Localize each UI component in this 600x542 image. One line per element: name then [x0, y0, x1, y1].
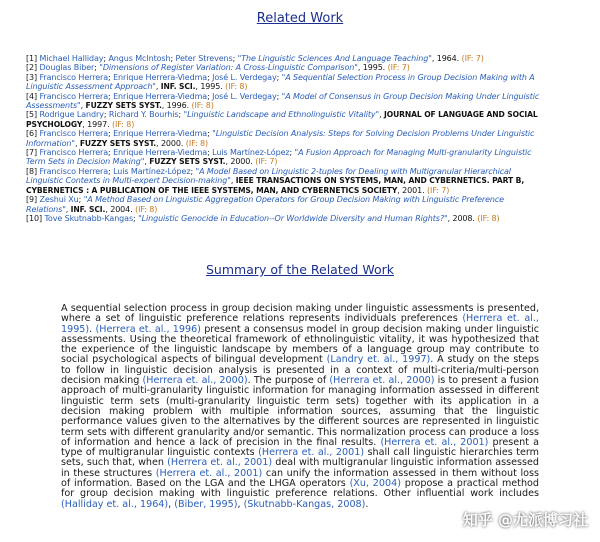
author-link[interactable]: Enrique Herrera-Viedma [113, 91, 208, 101]
citation-link[interactable]: (Biber, 1995) [174, 498, 238, 510]
impact-factor: (IF: 7) [427, 185, 450, 195]
impact-factor: (IF: 7) [387, 63, 410, 73]
author-link[interactable]: José L. Verdegay [212, 91, 277, 101]
reference-title[interactable]: "A Model of Consensus in Group Decision Making Under Linguistic Assessments" [26, 91, 540, 111]
reference-list [26, 54, 546, 223]
reference-item: [5] Rodrigue Landry; Richard Y. Bourhis; "Linguistic Landscape and Ethnolinguistic Vitality", JOURNAL OF LANGUAGE AND SOCIAL PSYCHOLOGY, 1997. (IF: 8) [26, 110, 538, 129]
reference-year: 2004. [110, 204, 133, 214]
reference-item: [9] Zeshui Xu; "A Method Based on Linguistic Aggregation Operators for Group Decision Making with Linguistic Preference Relations", INF. SCI., 2004. (IF: 8) [26, 195, 504, 214]
citation-link[interactable]: (Herrera et. al., 1996) [95, 323, 201, 335]
summary-text: , [168, 498, 175, 510]
citation-link[interactable]: (Skutnabb-Kangas, 2008) [243, 498, 366, 510]
citation-link[interactable]: (Herrera et. al., 2000) [329, 375, 435, 387]
summary-text: . [89, 323, 96, 335]
author-link[interactable]: Michael Halliday [39, 54, 104, 63]
citation-link[interactable]: (Halliday et. al., 1964) [61, 498, 169, 510]
author-link[interactable]: Francisco Herrera [39, 148, 109, 158]
author-link[interactable]: Douglas Biber [39, 63, 95, 73]
citation-link[interactable]: (Herrera et. al., 2000) [142, 375, 248, 387]
reference-year: 1964. [436, 54, 460, 63]
summary-text: . The purpose of [247, 375, 330, 387]
related-work-heading: Related Work [256, 11, 344, 26]
summary-text: . A study on the steps to follow in linguistic decision analysis is presented in a context of multi-criteria/multi-person decision making [61, 354, 539, 387]
reference-year: 1996. [166, 101, 190, 111]
impact-factor: (IF: 8) [112, 119, 135, 129]
reference-title[interactable]: "A Model Based on Linguistic 2-tuples for Dealing with Multigranular Hierarchical Linguistic Contexts in Multi-expert Decision-making" [26, 166, 511, 186]
citation-link[interactable]: (Herrera et. al., 2001) [155, 467, 263, 479]
summary-text: present a consensus model in group decision making under linguistic assessments. Using the theoretical framework of ethnolinguistic vitality, it was hypothesized that the experience of the linguistic landscape by members of a language group may contribute to social psychological aspects of bilingual development [61, 323, 539, 366]
author-link[interactable]: Richard Y. Bourhis [108, 110, 179, 120]
citation-link[interactable]: (Herrera et. al., 1995) [61, 313, 539, 335]
reference-title[interactable]: "A Fusion Approach for Managing Multi-granularity Linguistic Term Sets in Decision Making" [26, 148, 532, 167]
author-link[interactable]: Francisco Herrera [39, 72, 109, 82]
summary-text: , [237, 498, 244, 510]
impact-factor: (IF: 8) [135, 204, 158, 214]
reference-title[interactable]: "The Linguistic Sciences And Language Teaching" [237, 54, 432, 63]
reference-year: 1995. [200, 82, 223, 92]
reference-item: [8] Francisco Herrera; Luis Martínez-López; "A Model Based on Linguistic 2-tuples for Dealing with Multigranular Hierarchical Linguistic Contexts in Multi-expert Decision-making", IEEE TRANSACTIONS ON SYSTEMS, MAN, AND CYBERNETICS. PART B, CYBERNETICS : A PUBLICATION OF THE IEEE SYSTEMS, MAN, AND CYBERNETICS SOCIETY, 2001. (IF: 7) [26, 166, 525, 195]
summary-text: deal with multigranular linguistic information assessed in these structures [61, 457, 539, 479]
summary-heading: Summary of the Related Work [206, 262, 394, 277]
reference-number: [2] [26, 63, 38, 73]
summary-text: present a type of multigranular linguistic contexts [61, 436, 539, 459]
reference-title[interactable]: "Linguistic Landscape and Ethnolinguistic Vitality" [183, 110, 380, 120]
author-link[interactable]: Enrique Herrera-Viedma [113, 148, 208, 158]
citation-link[interactable]: (Herrera et. al., 2001) [380, 436, 489, 448]
reference-title[interactable]: "A Method Based on Linguistic Aggregation Operators for Group Decision Making with Linguistic Preference Relations" [26, 195, 504, 214]
summary-text: can unify the information assessed in them without loss of information. Based on the LGA and the LHGA operators [61, 467, 539, 490]
reference-number: [5] [26, 110, 38, 120]
author-link[interactable]: Peter Strevens [175, 54, 233, 63]
reference-number: [3] [26, 72, 38, 82]
author-link[interactable]: Luis Martínez-López [212, 148, 290, 158]
author-link[interactable]: Tove Skutnabb-Kangas [44, 213, 134, 223]
reference-item: [6] Francisco Herrera; Enrique Herrera-Viedma; "Linguistic Decision Analysis: Steps for Solving Decision Problems Under Linguistic Information", FUZZY SETS SYST., 2000. (IF: 8) [26, 129, 535, 148]
citation-link[interactable]: (Xu, 2004) [349, 478, 401, 490]
impact-factor: (IF: 7) [461, 54, 484, 63]
reference-year: 2000. [160, 138, 184, 148]
reference-year: 2008. [452, 213, 475, 223]
reference-title[interactable]: "Linguistic Decision Analysis: Steps for Solving Decision Problems Under Linguistic Information" [26, 129, 535, 148]
citation-link[interactable]: (Herrera et. al., 2001) [258, 447, 365, 459]
reference-venue: IEEE TRANSACTIONS ON SYSTEMS, MAN, AND CYBERNETICS. PART B, CYBERNETICS : A PUBLICATION OF THE IEEE SYSTEMS, MAN, AND CYBERNETICS SOCIETY [26, 176, 525, 195]
reference-year: 2001. [402, 185, 425, 195]
summary-text: is to present a fusion approach of multi-granularity linguistic information for managing information assessed in different linguistic term sets (multi-granularity linguistic term sets) together with its application in a decision making problem with multiple information sources, assuming that the linguistic performance values given to the alternatives by the different sources are represented in linguistic term sets with different granularity and/or semantic. This normalization process can produce a loss of information and hence a lack of precision in the final results. [61, 375, 540, 448]
reference-venue: FUZZY SETS SYST. [79, 138, 157, 148]
reference-item: [4] Francisco Herrera; Enrique Herrera-Viedma; José L. Verdegay; "A Model of Consensus in Group Decision Making Under Linguistic Assessments", FUZZY SETS SYST., 1996. (IF: 8) [26, 91, 540, 111]
reference-number: [9] [26, 195, 38, 205]
reference-item: [1] Michael Halliday; Angus McIntosh; Peter Strevens; "The Linguistic Sciences And Language Teaching", 1964. (IF: 7) [26, 54, 484, 63]
reference-number: [4] [26, 91, 38, 101]
citation-link[interactable]: (Herrera et. al., 2001) [167, 457, 273, 469]
reference-number: [10] [26, 213, 43, 223]
reference-venue: INF. SCI. [160, 82, 196, 92]
reference-title[interactable]: "A Sequential Selection Process in Group Decision Making with A Linguistic Assessment Approach" [26, 72, 535, 92]
author-link[interactable]: Francisco Herrera [39, 129, 109, 139]
author-link[interactable]: Rodrigue Landry [39, 110, 104, 120]
summary-text: propose a practical method for group decision making with linguistic preference relations. Other influential work includes [61, 478, 539, 500]
summary-text: A sequential selection process in group decision making under linguistic assessments is presented, where a set of linguistic preference relations represents individuals preferences [61, 303, 539, 325]
author-link[interactable]: Enrique Herrera-Viedma [113, 129, 208, 139]
reference-item: [3] Francisco Herrera; Enrique Herrera-Viedma; José L. Verdegay; "A Sequential Selection Process in Group Decision Making with A Linguistic Assessment Approach", INF. SCI., 1995. (IF: 8) [26, 72, 535, 92]
reference-number: [8] [26, 166, 38, 176]
reference-venue: INF. SCI. [70, 204, 106, 214]
watermark: 知乎 @尤派博习社 [462, 511, 588, 529]
reference-item: [10] Tove Skutnabb-Kangas; "Linguistic Genocide in Education--Or Worldwide Diversity and Human Rights?", 2008. (IF: 8) [26, 213, 500, 223]
summary-text: shall call linguistic hierarchies term sets, such that, when [61, 447, 539, 469]
author-link[interactable]: Enrique Herrera-Viedma [113, 72, 208, 82]
author-link[interactable]: Zeshui Xu [39, 195, 79, 205]
reference-number: [7] [26, 148, 38, 158]
reference-venue: FUZZY SETS SYST. [85, 101, 162, 111]
impact-factor: (IF: 8) [225, 82, 248, 92]
reference-title[interactable]: "Linguistic Genocide in Education--Or Worldwide Diversity and Human Rights?" [138, 213, 448, 223]
summary-text: . [365, 498, 369, 510]
author-link[interactable]: José L. Verdegay [212, 72, 277, 82]
impact-factor: (IF: 8) [477, 213, 500, 223]
impact-factor: (IF: 7) [255, 157, 278, 167]
reference-item: [2] Douglas Biber; "Dimensions of Register Variation: A Cross-Linguistic Comparison", 1995. (IF: 7) [26, 63, 410, 73]
reference-number: [1] [26, 54, 38, 63]
reference-year: 1995. [362, 63, 386, 73]
reference-item: [7] Francisco Herrera; Enrique Herrera-Viedma; Luis Martínez-López; "A Fusion Approach for Managing Multi-granularity Linguistic Term Sets in Decision Making", FUZZY SETS SYST., 2000. (IF: 7) [26, 148, 532, 167]
reference-venue: FUZZY SETS SYST. [149, 157, 226, 167]
author-link[interactable]: Luis Martínez-López [113, 166, 191, 176]
reference-year: 1997. [87, 119, 110, 129]
impact-factor: (IF: 8) [185, 138, 209, 148]
reference-venue: JOURNAL OF LANGUAGE AND SOCIAL PSYCHOLOGY [26, 110, 538, 129]
reference-number: [6] [26, 129, 38, 139]
reference-year: 2000. [230, 157, 253, 167]
author-link[interactable]: Francisco Herrera [39, 91, 109, 101]
summary-paragraph [61, 304, 539, 510]
author-link[interactable]: Francisco Herrera [39, 166, 109, 176]
impact-factor: (IF: 8) [191, 101, 214, 111]
author-link[interactable]: Angus McIntosh [108, 54, 171, 63]
citation-link[interactable]: (Landry et. al., 1997) [326, 354, 431, 366]
reference-title[interactable]: "Dimensions of Register Variation: A Cross-Linguistic Comparison" [99, 63, 358, 73]
